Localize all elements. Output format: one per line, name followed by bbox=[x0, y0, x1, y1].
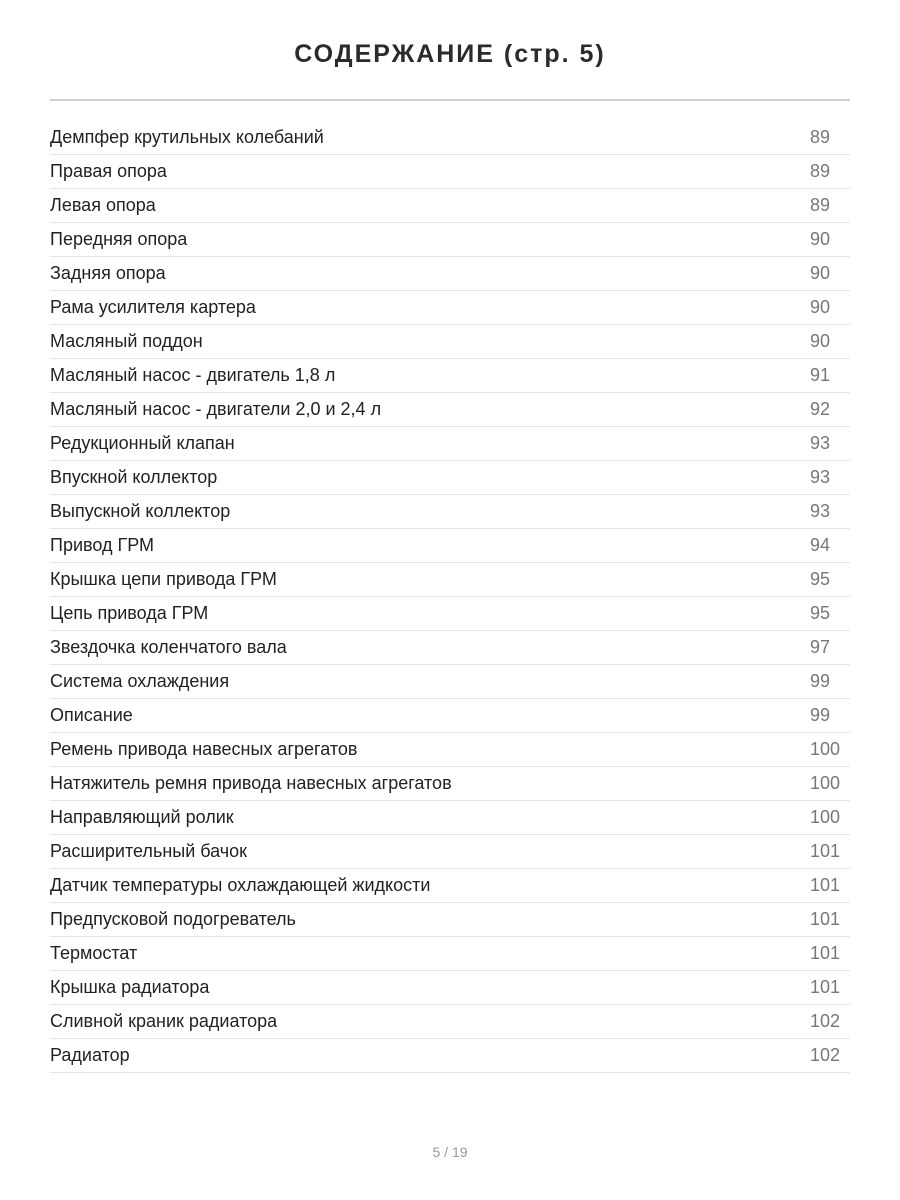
toc-entry-title: Крышка радиатора bbox=[50, 977, 210, 997]
toc-entry-page: 90 bbox=[810, 229, 831, 249]
toc-entry-page: 102 bbox=[810, 1045, 841, 1065]
toc-entry-page: 97 bbox=[810, 637, 831, 657]
toc-entry-title: Демпфер крутильных колебаний bbox=[50, 127, 324, 147]
toc-entry-page: 89 bbox=[810, 195, 831, 215]
toc-entry-page: 101 bbox=[810, 875, 841, 895]
toc-entry[interactable] bbox=[50, 189, 850, 223]
toc-entry-page: 90 bbox=[810, 331, 831, 351]
toc-entry-title: Масляный насос - двигатель 1,8 л bbox=[50, 365, 336, 385]
toc-entry[interactable] bbox=[50, 903, 850, 937]
toc-entry-title: Редукционный клапан bbox=[50, 433, 235, 453]
toc-entry[interactable] bbox=[50, 155, 850, 189]
toc-entry-page: 101 bbox=[810, 909, 841, 929]
toc-entry[interactable] bbox=[50, 563, 850, 597]
toc-entry[interactable] bbox=[50, 733, 850, 767]
page-title: СОДЕРЖАНИЕ (стр. 5) bbox=[294, 40, 606, 68]
toc-entry-page: 95 bbox=[810, 603, 831, 623]
toc-entry[interactable] bbox=[50, 121, 850, 155]
toc-entry[interactable] bbox=[50, 427, 850, 461]
toc-entry[interactable] bbox=[50, 393, 850, 427]
toc-entry[interactable] bbox=[50, 325, 850, 359]
toc-entry[interactable] bbox=[50, 665, 850, 699]
toc-entry[interactable] bbox=[50, 223, 850, 257]
toc-entry-title: Сливной краник радиатора bbox=[50, 1011, 278, 1031]
toc-entry[interactable] bbox=[50, 699, 850, 733]
toc-entry-page: 95 bbox=[810, 569, 831, 589]
toc-entry-page: 100 bbox=[810, 773, 841, 793]
toc-entry[interactable] bbox=[50, 835, 850, 869]
toc-entry-title: Датчик температуры охлаждающей жидкости bbox=[50, 875, 431, 895]
toc-entry-title: Натяжитель ремня привода навесных агрегатов bbox=[50, 773, 452, 793]
toc-entry-page: 93 bbox=[810, 433, 831, 453]
toc-entry[interactable] bbox=[50, 257, 850, 291]
toc-entry-page: 101 bbox=[810, 841, 841, 861]
toc-entry-title: Звездочка коленчатого вала bbox=[50, 637, 287, 657]
toc-entry-title: Левая опора bbox=[50, 195, 156, 215]
toc-entry-title: Выпускной коллектор bbox=[50, 501, 231, 521]
toc-entry-page: 90 bbox=[810, 263, 831, 283]
toc-entry-title: Предпусковой подогреватель bbox=[50, 909, 296, 929]
toc-entry-title: Рама усилителя картера bbox=[50, 297, 256, 317]
toc-entry-title: Термостат bbox=[50, 943, 138, 963]
toc-entry[interactable] bbox=[50, 937, 850, 971]
toc-entry-page: 100 bbox=[810, 739, 841, 759]
toc-entry-page: 99 bbox=[810, 671, 831, 691]
toc-entry-page: 91 bbox=[810, 365, 831, 385]
toc-entry[interactable] bbox=[50, 801, 850, 835]
toc-entry[interactable] bbox=[50, 291, 850, 325]
toc-entry-title: Привод ГРМ bbox=[50, 535, 155, 555]
title-divider bbox=[50, 99, 850, 101]
toc-entry-page: 93 bbox=[810, 467, 831, 487]
toc-entry[interactable] bbox=[50, 495, 850, 529]
toc-entry-page: 94 bbox=[810, 535, 831, 555]
toc-entry-page: 92 bbox=[810, 399, 831, 419]
toc-list bbox=[50, 121, 850, 1073]
toc-entry[interactable] bbox=[50, 971, 850, 1005]
toc-entry-page: 89 bbox=[810, 127, 831, 147]
toc-entry[interactable] bbox=[50, 1039, 850, 1073]
toc-entry-title: Правая опора bbox=[50, 161, 167, 181]
page-counter: 5 / 19 bbox=[432, 1144, 468, 1160]
toc-entry-page: 100 bbox=[810, 807, 841, 827]
toc-entry-title: Система охлаждения bbox=[50, 671, 230, 691]
toc-entry[interactable] bbox=[50, 461, 850, 495]
toc-entry-title: Масляный поддон bbox=[50, 331, 203, 351]
toc-entry-title: Впускной коллектор bbox=[50, 467, 218, 487]
toc-entry-title: Направляющий ролик bbox=[50, 807, 234, 827]
toc-entry[interactable] bbox=[50, 597, 850, 631]
toc-entry[interactable] bbox=[50, 359, 850, 393]
toc-entry[interactable] bbox=[50, 1005, 850, 1039]
toc-entry-title: Описание bbox=[50, 705, 133, 725]
toc-entry-page: 101 bbox=[810, 977, 841, 997]
toc-entry-title: Ремень привода навесных агрегатов bbox=[50, 739, 358, 759]
toc-entry[interactable] bbox=[50, 869, 850, 903]
toc-entry[interactable] bbox=[50, 529, 850, 563]
toc-entry-title: Передняя опора bbox=[50, 229, 188, 249]
toc-entry-page: 89 bbox=[810, 161, 831, 181]
toc-entry-title: Масляный насос - двигатели 2,0 и 2,4 л bbox=[50, 399, 382, 419]
toc-entry-page: 101 bbox=[810, 943, 841, 963]
toc-entry-title: Радиатор bbox=[50, 1045, 130, 1065]
toc-entry-page: 102 bbox=[810, 1011, 841, 1031]
toc-entry-title: Крышка цепи привода ГРМ bbox=[50, 569, 277, 589]
toc-entry-page: 99 bbox=[810, 705, 831, 725]
toc-entry-title: Расширительный бачок bbox=[50, 841, 248, 861]
toc-entry[interactable] bbox=[50, 767, 850, 801]
toc-entry[interactable] bbox=[50, 631, 850, 665]
toc-entry-title: Цепь привода ГРМ bbox=[50, 603, 209, 623]
toc-entry-page: 90 bbox=[810, 297, 831, 317]
toc-entry-page: 93 bbox=[810, 501, 831, 521]
toc-entry-title: Задняя опора bbox=[50, 263, 166, 283]
